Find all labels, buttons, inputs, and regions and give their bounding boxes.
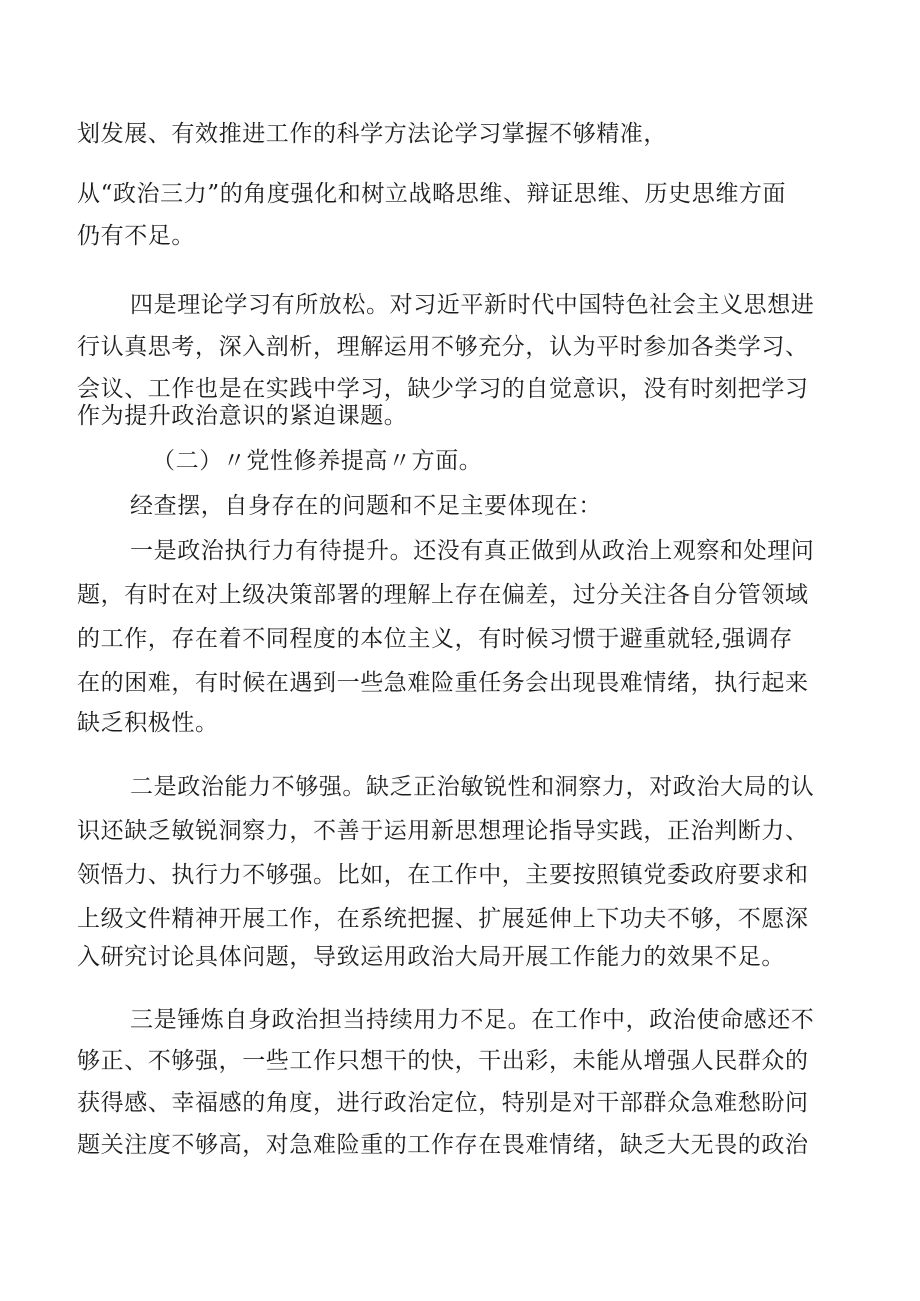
text-line: 题，有时在对上级决策部署的理解上存在偏差，过分关注各自分管领域 [77, 582, 809, 608]
text-line: 够正、不够强，一些工作只想干的快，干出彩，未能从增强人民群众的 [77, 1048, 809, 1074]
text-line: 仍有不足。 [77, 223, 195, 249]
text-line: 上级文件精神开展工作，在系统把握、扩展延伸上下功夫不够，不愿深 [77, 906, 809, 932]
text-line: 领悟力、执行力不够强。比如，在工作中，主要按照镇党委政府要求和 [77, 862, 809, 888]
text-line: 入研究讨论具体问题，导致运用政治大局开展工作能力的效果不足。 [77, 944, 785, 970]
text-line: 二是政治能力不够强。缺乏正治敏锐性和洞察力，对政治大局的认 [130, 774, 815, 800]
text-line: 从“政治三力”的角度强化和树立战略思维、辩证思维、历史思维方面 [77, 181, 787, 207]
text-line: 行认真思考，深入剖析，理解运用不够充分，认为平时参加各类学习、 [77, 334, 809, 360]
text-line: 识还缺乏敏锐洞察力，不善于运用新思想理论指导实践，正治判断力、 [77, 818, 809, 844]
text-line: 四是理论学习有所放松。对习近平新时代中国特色社会主义思想进 [130, 292, 815, 318]
text-line: 在的困难，有时候在遇到一些急难险重任务会出现畏难情绪，执行起来 [77, 670, 809, 696]
text-line: 划发展、有效推进工作的科学方法论学习掌握不够精准， [77, 121, 667, 147]
section-heading: （二）〃党性修养提高〃方面。 [152, 448, 483, 474]
text-line: 经查摆，自身存在的问题和不足主要体现在： [130, 493, 602, 519]
text-line: 作为提升政治意识的紧迫课题。 [77, 403, 408, 429]
text-line: 题关注度不够高，对急难险重的工作存在畏难情绪，缺乏大无畏的政治 [77, 1132, 809, 1158]
text-line: 三是锤炼自身政治担当持续用力不足。在工作中，政治使命感还不 [130, 1007, 815, 1033]
text-line: 一是政治执行力有待提升。还没有真正做到从政治上观察和处理问 [130, 538, 815, 564]
text-line: 会议、工作也是在实践中学习，缺少学习的自觉意识，没有时刻把学习 [77, 376, 809, 402]
text-line: 的工作，存在着不同程度的本位主义，有时候习惯于避重就轻,强调存 [77, 626, 793, 652]
text-line: 缺乏积极性。 [77, 710, 219, 736]
text-line: 获得感、幸福感的角度，进行政治定位，特别是对干部群众急难愁盼问 [77, 1090, 809, 1116]
